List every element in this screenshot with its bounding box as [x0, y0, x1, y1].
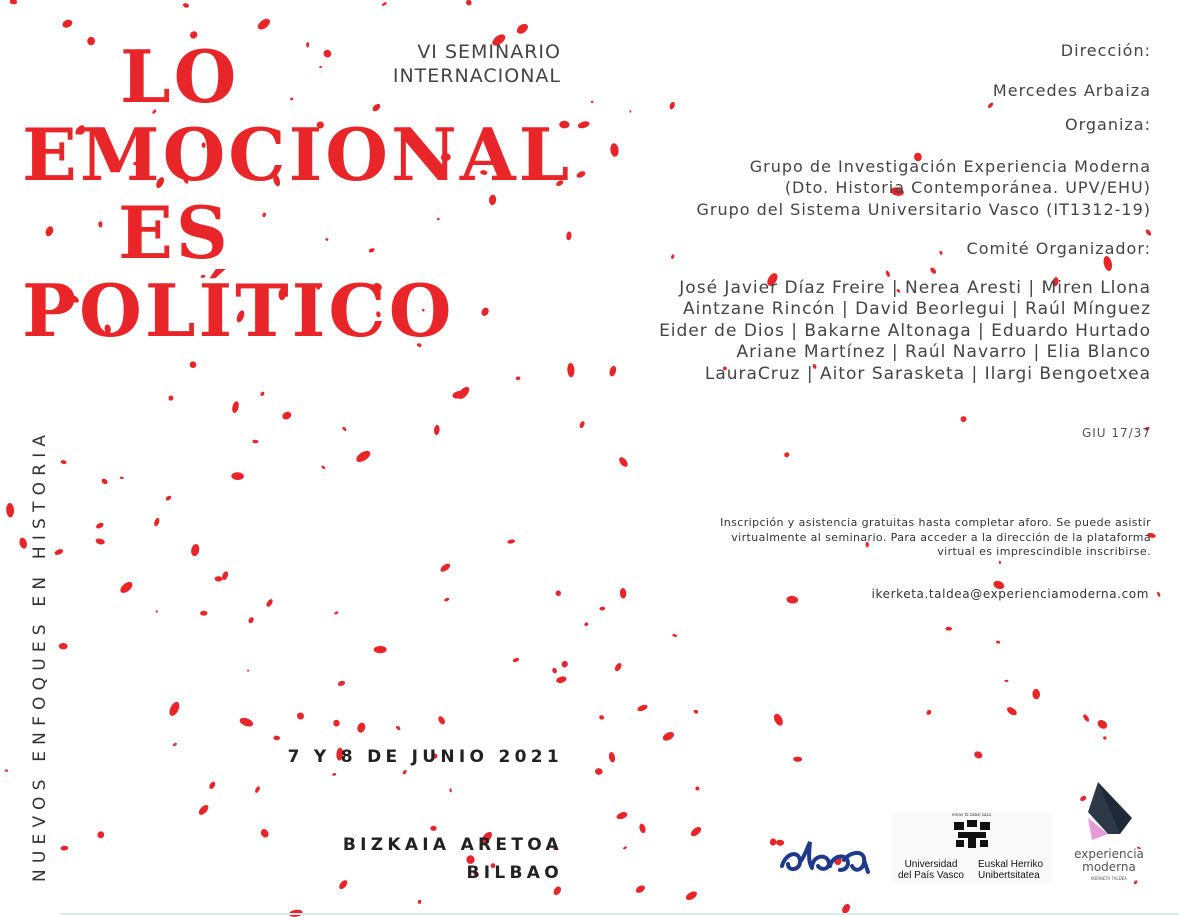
title-line: ES [118, 190, 231, 275]
em-line: moderna [1082, 860, 1136, 874]
paint-speck [444, 597, 450, 602]
paint-speck [374, 646, 387, 653]
paint-speck [786, 595, 798, 604]
paint-speck [265, 598, 274, 608]
paint-speck [167, 395, 174, 402]
paint-speck [507, 539, 515, 545]
organiza-line: Grupo del Sistema Universitario Vasco (IT1312-19) [696, 199, 1151, 219]
paint-speck [689, 825, 703, 838]
paint-speck [437, 715, 446, 725]
paint-speck [515, 376, 520, 381]
paint-speck [273, 736, 280, 741]
paint-speck [395, 725, 401, 731]
title-line: POLÍTICO [22, 268, 455, 353]
event-venue [343, 831, 563, 887]
paint-speck [999, 561, 1002, 565]
paint-speck [1032, 689, 1040, 700]
em-line: experiencia [1074, 847, 1144, 861]
giu-code: GIU 17/37 [1081, 426, 1151, 440]
paint-speck [577, 120, 590, 129]
contact-email[interactable]: ikerketa.taldea@experienciamoderna.com [871, 587, 1149, 601]
ahoa-logo-icon [778, 838, 874, 882]
paint-speck [167, 700, 181, 717]
paint-speck [695, 786, 701, 792]
paint-speck [342, 426, 348, 432]
info-line: Inscripción y asistencia gratuitas hasta completar aforo. Se puede asistir [720, 516, 1151, 529]
paint-speck [231, 472, 244, 480]
vertical-subtitle: NUEVOS ENFOQUES EN HISTORIA [30, 428, 50, 882]
paint-speck [613, 662, 622, 672]
paint-speck [925, 709, 932, 716]
paint-speck [465, 0, 472, 6]
em-name [1064, 848, 1154, 874]
event-dates: 7 Y 8 DE JUNIO 2021 [287, 747, 563, 767]
paint-speck [200, 611, 208, 616]
paint-speck [54, 548, 64, 556]
upv-line: Euskal Herriko [978, 859, 1044, 870]
paint-speck [551, 667, 557, 674]
paint-speck [155, 610, 158, 613]
paint-speck [417, 899, 421, 904]
comite-line: José Javier Díaz Freire | Nerea Aresti | Miren Llona [679, 277, 1151, 298]
paint-speck [119, 476, 124, 479]
paint-speck [259, 828, 270, 839]
info-line: virtual es imprescindible inscribirse. [937, 545, 1151, 558]
upv-ehu-logo [892, 812, 1052, 884]
paint-speck [512, 657, 520, 663]
paint-speck [101, 477, 109, 485]
paint-speck [252, 440, 258, 444]
venue-line: BIZKAIA ARETOA [342, 835, 563, 855]
paint-speck [321, 465, 326, 470]
upv-line: Unibertsitatea [978, 870, 1040, 881]
paint-speck [254, 786, 261, 794]
director-name: Mercedes Arbaiza [992, 80, 1151, 100]
paint-speck [332, 773, 337, 777]
paint-speck [239, 716, 255, 728]
upv-tree-icon [952, 819, 992, 853]
paint-speck [449, 788, 452, 793]
em-subtitle: IKERKETA TALDEA [1091, 876, 1127, 881]
paint-speck [661, 730, 675, 742]
upv-name-eu [978, 859, 1043, 881]
paint-speck [334, 611, 339, 615]
registration-info [631, 516, 1151, 560]
venue-line: BILBAO [466, 863, 563, 883]
paint-speck [96, 830, 105, 839]
comite-line: LauraCruz | Aitor Sarasketa | Ilargi Bengoetxea [704, 363, 1151, 384]
paint-speck [381, 1, 387, 6]
paint-speck [608, 751, 616, 763]
paint-speck [1082, 713, 1090, 722]
paint-speck [60, 460, 67, 465]
paint-speck [153, 517, 160, 527]
paint-speck [247, 616, 255, 624]
paint-speck [256, 17, 272, 32]
experiencia-moderna-icon [1064, 778, 1154, 846]
paint-speck [567, 363, 575, 378]
seminar-label [393, 40, 561, 88]
organiza-line: (Dto. Historia Contemporánea. UPV/EHU) [784, 178, 1151, 197]
paint-speck [6, 503, 15, 518]
upv-line: del País Vasco [898, 870, 964, 881]
paint-speck [247, 670, 249, 672]
paint-speck [772, 712, 784, 727]
info-line: virtualmente al seminario. Para acceder a la dirección de la plataforma [731, 530, 1151, 544]
experiencia-moderna-logo [1064, 778, 1154, 888]
paint-speck [172, 742, 177, 747]
paint-speck [190, 543, 200, 557]
paint-speck [556, 675, 568, 684]
paint-speck [214, 576, 222, 582]
paint-speck [337, 680, 346, 687]
comite-line: Ariane Martínez | Raúl Navarro | Elia Blanco [736, 342, 1151, 362]
comite-line: Aintzane Rincón | David Beorlegui | Raúl Mínguez [682, 299, 1151, 319]
bottom-divider [60, 913, 1179, 915]
paint-speck [960, 416, 967, 423]
paint-speck [515, 22, 530, 36]
paint-speck [555, 590, 561, 597]
paint-speck [1156, 591, 1161, 597]
paint-speck [61, 18, 74, 29]
organiza-heading: Organiza: [1064, 115, 1151, 134]
upv-name-es [898, 859, 964, 881]
paint-speck [439, 562, 451, 573]
paint-speck [281, 410, 293, 421]
direction-heading: Dirección: [1060, 41, 1151, 60]
paint-speck [620, 588, 627, 599]
paint-speck [260, 391, 266, 397]
paint-speck [5, 769, 9, 771]
paint-speck [635, 884, 647, 895]
paint-speck [638, 823, 646, 834]
paint-speck [599, 606, 605, 611]
paint-speck [402, 769, 408, 775]
paint-speck [1096, 718, 1109, 730]
paint-speck [684, 890, 698, 902]
title-line: LO [120, 34, 240, 119]
upv-motto: eman ta zabal zazu [952, 812, 992, 817]
paint-speck [1004, 680, 1008, 682]
seminar-line: INTERNACIONAL [392, 65, 561, 87]
paint-speck [623, 846, 628, 850]
paint-speck [231, 401, 240, 414]
paint-speck [197, 803, 210, 816]
paint-speck [617, 456, 629, 469]
credits-block [591, 40, 1151, 385]
paint-speck [188, 360, 197, 369]
paint-speck [693, 709, 699, 714]
paint-speck [576, 170, 587, 179]
title-line: EMOCIONAL [22, 112, 573, 197]
comite-heading: Comité Organizador: [966, 239, 1151, 258]
ahoa-logo [778, 838, 874, 886]
paint-speck [783, 451, 790, 458]
paint-speck [118, 580, 134, 595]
paint-speck [95, 522, 104, 530]
upv-line: Universidad [904, 859, 958, 870]
paint-speck [354, 449, 372, 465]
paint-speck [9, 0, 17, 5]
paint-speck [584, 622, 589, 627]
paint-speck [433, 425, 440, 436]
comite-line: Eider de Dios | Bakarne Altonaga | Eduardo Hurtado [659, 320, 1151, 341]
paint-speck [208, 781, 216, 790]
paint-speck [636, 704, 648, 713]
paint-speck [165, 495, 172, 502]
paint-speck [945, 627, 952, 631]
paint-speck [60, 845, 68, 850]
seminar-line: VI SEMINARIO [417, 41, 561, 63]
paint-speck [595, 768, 603, 776]
paint-speck [672, 634, 678, 638]
paint-speck [95, 538, 105, 546]
paint-speck [560, 660, 568, 669]
paint-speck [616, 811, 629, 821]
paint-speck [18, 537, 28, 550]
paint-speck [182, 2, 189, 8]
paint-speck [333, 719, 340, 726]
organiza-line: Grupo de Investigación Experiencia Moderna [749, 156, 1151, 176]
paint-speck [296, 711, 306, 721]
paint-speck [356, 722, 367, 734]
paint-speck [973, 750, 984, 760]
paint-speck [1006, 705, 1019, 717]
paint-speck [769, 838, 777, 846]
paint-speck [59, 643, 68, 650]
paint-speck [793, 757, 802, 762]
paint-speck [579, 420, 586, 429]
paint-speck [996, 640, 1001, 644]
paint-speck [1102, 736, 1107, 741]
paint-speck [598, 714, 604, 720]
